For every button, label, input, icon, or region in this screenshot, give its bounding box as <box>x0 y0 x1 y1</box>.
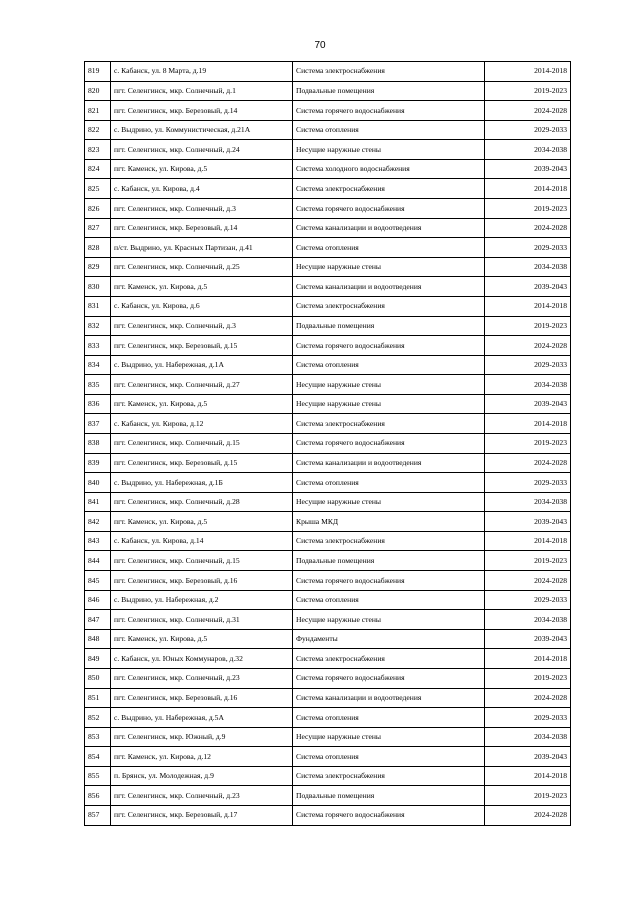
address-cell: пгт. Селенгинск, мкр. Березовый, д.16 <box>111 571 293 591</box>
table-row <box>85 786 571 806</box>
row-number-cell: 836 <box>85 394 111 414</box>
period-cell: 2014-2018 <box>485 531 571 551</box>
address-cell: пгт. Селенгинск, мкр. Солнечный, д.28 <box>111 492 293 512</box>
row-number-cell: 822 <box>85 120 111 140</box>
address-cell: пгт. Селенгинск, мкр. Березовый, д.14 <box>111 101 293 121</box>
table-row <box>85 414 571 434</box>
system-cell: Несущие наружные стены <box>293 375 485 395</box>
row-number-cell: 820 <box>85 81 111 101</box>
period-cell: 2034-2038 <box>485 375 571 395</box>
row-number-cell: 844 <box>85 551 111 571</box>
row-number-cell: 843 <box>85 531 111 551</box>
address-cell: с. Кабанск, ул. 8 Марта, д.19 <box>111 62 293 82</box>
row-number-cell: 819 <box>85 62 111 82</box>
address-cell: п/ст. Выдрино, ул. Красных Партизан, д.41 <box>111 238 293 258</box>
table-row <box>85 218 571 238</box>
table-row <box>85 355 571 375</box>
system-cell: Система отопления <box>293 355 485 375</box>
system-cell: Крыша МКД <box>293 512 485 532</box>
row-number-cell: 846 <box>85 590 111 610</box>
period-cell: 2029-2033 <box>485 238 571 258</box>
system-cell: Система горячего водоснабжения <box>293 668 485 688</box>
system-cell: Подвальные помещения <box>293 551 485 571</box>
period-cell: 2024-2028 <box>485 453 571 473</box>
address-cell: пгт. Селенгинск, мкр. Солнечный, д.23 <box>111 668 293 688</box>
row-number-cell: 845 <box>85 571 111 591</box>
address-cell: с. Выдрино, ул. Набережная, д.2 <box>111 590 293 610</box>
table-row <box>85 708 571 728</box>
address-cell: с. Кабанск, ул. Кирова, д.12 <box>111 414 293 434</box>
row-number-cell: 835 <box>85 375 111 395</box>
system-cell: Система электроснабжения <box>293 296 485 316</box>
period-cell: 2019-2023 <box>485 786 571 806</box>
system-cell: Несущие наружные стены <box>293 492 485 512</box>
table-row <box>85 120 571 140</box>
row-number-cell: 848 <box>85 629 111 649</box>
address-cell: с. Выдрино, ул. Набережная, д.1Б <box>111 473 293 493</box>
system-cell: Система отопления <box>293 747 485 767</box>
address-cell: пгт. Каменск, ул. Кирова, д.12 <box>111 747 293 767</box>
address-cell: пгт. Селенгинск, мкр. Березовый, д.16 <box>111 688 293 708</box>
address-cell: с. Кабанск, ул. Кирова, д.6 <box>111 296 293 316</box>
table-row <box>85 649 571 669</box>
address-cell: пгт. Селенгинск, мкр. Южный, д.9 <box>111 727 293 747</box>
row-number-cell: 854 <box>85 747 111 767</box>
system-cell: Система холодного водоснабжения <box>293 159 485 179</box>
row-number-cell: 825 <box>85 179 111 199</box>
period-cell: 2034-2038 <box>485 492 571 512</box>
row-number-cell: 831 <box>85 296 111 316</box>
address-cell: с. Кабанск, ул. Юных Коммунаров, д.32 <box>111 649 293 669</box>
system-cell: Система горячего водоснабжения <box>293 101 485 121</box>
address-cell: с. Выдрино, ул. Коммунистическая, д.21А <box>111 120 293 140</box>
address-cell: пгт. Селенгинск, мкр. Березовый, д.15 <box>111 453 293 473</box>
address-cell: пгт. Каменск, ул. Кирова, д.5 <box>111 394 293 414</box>
table-row <box>85 81 571 101</box>
system-cell: Подвальные помещения <box>293 81 485 101</box>
row-number-cell: 833 <box>85 336 111 356</box>
table-row <box>85 101 571 121</box>
table-row <box>85 238 571 258</box>
table-row <box>85 159 571 179</box>
row-number-cell: 856 <box>85 786 111 806</box>
period-cell: 2019-2023 <box>485 668 571 688</box>
address-cell: пгт. Селенгинск, мкр. Солнечный, д.24 <box>111 140 293 160</box>
address-cell: пгт. Каменск, ул. Кирова, д.5 <box>111 159 293 179</box>
system-cell: Система отопления <box>293 590 485 610</box>
period-cell: 2039-2043 <box>485 277 571 297</box>
system-cell: Система электроснабжения <box>293 649 485 669</box>
period-cell: 2029-2033 <box>485 590 571 610</box>
table-row <box>85 140 571 160</box>
address-cell: пгт. Каменск, ул. Кирова, д.5 <box>111 629 293 649</box>
table-row <box>85 473 571 493</box>
table-row <box>85 62 571 82</box>
period-cell: 2034-2038 <box>485 140 571 160</box>
system-cell: Система канализации и водоотведения <box>293 453 485 473</box>
table-row <box>85 316 571 336</box>
period-cell: 2024-2028 <box>485 101 571 121</box>
period-cell: 2014-2018 <box>485 296 571 316</box>
system-cell: Система горячего водоснабжения <box>293 433 485 453</box>
row-number-cell: 849 <box>85 649 111 669</box>
system-cell: Система отопления <box>293 238 485 258</box>
row-number-cell: 823 <box>85 140 111 160</box>
system-cell: Система электроснабжения <box>293 179 485 199</box>
row-number-cell: 853 <box>85 727 111 747</box>
table-row <box>85 257 571 277</box>
period-cell: 2029-2033 <box>485 708 571 728</box>
table-row <box>85 610 571 630</box>
system-cell: Система электроснабжения <box>293 531 485 551</box>
row-number-cell: 834 <box>85 355 111 375</box>
row-number-cell: 821 <box>85 101 111 121</box>
address-cell: пгт. Селенгинск, мкр. Березовый, д.17 <box>111 805 293 825</box>
period-cell: 2019-2023 <box>485 199 571 219</box>
row-number-cell: 852 <box>85 708 111 728</box>
table-row <box>85 336 571 356</box>
row-number-cell: 842 <box>85 512 111 532</box>
period-cell: 2024-2028 <box>485 805 571 825</box>
period-cell: 2034-2038 <box>485 610 571 630</box>
system-cell: Система электроснабжения <box>293 766 485 786</box>
row-number-cell: 857 <box>85 805 111 825</box>
period-cell: 2034-2038 <box>485 257 571 277</box>
system-cell: Система отопления <box>293 473 485 493</box>
system-cell: Система горячего водоснабжения <box>293 571 485 591</box>
period-cell: 2014-2018 <box>485 766 571 786</box>
system-cell: Несущие наружные стены <box>293 610 485 630</box>
row-number-cell: 838 <box>85 433 111 453</box>
address-cell: с. Выдрино, ул. Набережная, д.5А <box>111 708 293 728</box>
table-row <box>85 375 571 395</box>
period-cell: 2039-2043 <box>485 394 571 414</box>
address-cell: пгт. Селенгинск, мкр. Солнечный, д.15 <box>111 551 293 571</box>
table-row <box>85 512 571 532</box>
period-cell: 2014-2018 <box>485 179 571 199</box>
address-cell: пгт. Селенгинск, мкр. Солнечный, д.1 <box>111 81 293 101</box>
row-number-cell: 824 <box>85 159 111 179</box>
period-cell: 2019-2023 <box>485 316 571 336</box>
row-number-cell: 827 <box>85 218 111 238</box>
period-cell: 2024-2028 <box>485 336 571 356</box>
table-row <box>85 199 571 219</box>
system-cell: Система горячего водоснабжения <box>293 199 485 219</box>
table-row <box>85 590 571 610</box>
table-row <box>85 394 571 414</box>
table-row <box>85 179 571 199</box>
system-cell: Система канализации и водоотведения <box>293 688 485 708</box>
row-number-cell: 829 <box>85 257 111 277</box>
period-cell: 2014-2018 <box>485 414 571 434</box>
system-cell: Несущие наружные стены <box>293 727 485 747</box>
repair-schedule-table <box>84 61 571 826</box>
system-cell: Подвальные помещения <box>293 786 485 806</box>
period-cell: 2024-2028 <box>485 688 571 708</box>
table-row <box>85 453 571 473</box>
system-cell: Фундаменты <box>293 629 485 649</box>
table-row <box>85 277 571 297</box>
period-cell: 2039-2043 <box>485 747 571 767</box>
address-cell: пгт. Селенгинск, мкр. Березовый, д.15 <box>111 336 293 356</box>
table-row <box>85 433 571 453</box>
row-number-cell: 830 <box>85 277 111 297</box>
table-row <box>85 492 571 512</box>
period-cell: 2039-2043 <box>485 512 571 532</box>
table-row <box>85 668 571 688</box>
address-cell: пгт. Селенгинск, мкр. Солнечный, д.3 <box>111 316 293 336</box>
table-row <box>85 688 571 708</box>
address-cell: пгт. Селенгинск, мкр. Солнечный, д.27 <box>111 375 293 395</box>
table-row <box>85 747 571 767</box>
system-cell: Система канализации и водоотведения <box>293 218 485 238</box>
address-cell: пгт. Селенгинск, мкр. Солнечный, д.23 <box>111 786 293 806</box>
table-row <box>85 551 571 571</box>
table-row <box>85 571 571 591</box>
period-cell: 2029-2033 <box>485 120 571 140</box>
period-cell: 2019-2023 <box>485 81 571 101</box>
table-row <box>85 766 571 786</box>
row-number-cell: 855 <box>85 766 111 786</box>
address-cell: п. Брянск, ул. Молодежная, д.9 <box>111 766 293 786</box>
address-cell: пгт. Каменск, ул. Кирова, д.5 <box>111 512 293 532</box>
address-cell: с. Кабанск, ул. Кирова, д.4 <box>111 179 293 199</box>
row-number-cell: 851 <box>85 688 111 708</box>
period-cell: 2024-2028 <box>485 571 571 591</box>
row-number-cell: 850 <box>85 668 111 688</box>
period-cell: 2039-2043 <box>485 629 571 649</box>
period-cell: 2034-2038 <box>485 727 571 747</box>
period-cell: 2014-2018 <box>485 62 571 82</box>
address-cell: пгт. Селенгинск, мкр. Солнечный, д.3 <box>111 199 293 219</box>
row-number-cell: 847 <box>85 610 111 630</box>
period-cell: 2019-2023 <box>485 551 571 571</box>
row-number-cell: 839 <box>85 453 111 473</box>
row-number-cell: 828 <box>85 238 111 258</box>
table-row <box>85 629 571 649</box>
system-cell: Система электроснабжения <box>293 62 485 82</box>
address-cell: с. Кабанск, ул. Кирова, д.14 <box>111 531 293 551</box>
row-number-cell: 841 <box>85 492 111 512</box>
row-number-cell: 832 <box>85 316 111 336</box>
table-row <box>85 727 571 747</box>
address-cell: с. Выдрино, ул. Набережная, д.1А <box>111 355 293 375</box>
table-body <box>85 62 571 826</box>
system-cell: Подвальные помещения <box>293 316 485 336</box>
address-cell: пгт. Селенгинск, мкр. Солнечный, д.15 <box>111 433 293 453</box>
system-cell: Система канализации и водоотведения <box>293 277 485 297</box>
system-cell: Система отопления <box>293 708 485 728</box>
system-cell: Несущие наружные стены <box>293 257 485 277</box>
page-number: 70 <box>314 40 326 51</box>
system-cell: Несущие наружные стены <box>293 140 485 160</box>
period-cell: 2024-2028 <box>485 218 571 238</box>
table-row <box>85 805 571 825</box>
row-number-cell: 840 <box>85 473 111 493</box>
table-row <box>85 296 571 316</box>
table-row <box>85 531 571 551</box>
system-cell: Система электроснабжения <box>293 414 485 434</box>
period-cell: 2029-2033 <box>485 355 571 375</box>
address-cell: пгт. Каменск, ул. Кирова, д.5 <box>111 277 293 297</box>
period-cell: 2039-2043 <box>485 159 571 179</box>
system-cell: Система горячего водоснабжения <box>293 805 485 825</box>
address-cell: пгт. Селенгинск, мкр. Солнечный, д.31 <box>111 610 293 630</box>
row-number-cell: 826 <box>85 199 111 219</box>
period-cell: 2019-2023 <box>485 433 571 453</box>
address-cell: пгт. Селенгинск, мкр. Березовый, д.14 <box>111 218 293 238</box>
period-cell: 2014-2018 <box>485 649 571 669</box>
system-cell: Система отопления <box>293 120 485 140</box>
row-number-cell: 837 <box>85 414 111 434</box>
address-cell: пгт. Селенгинск, мкр. Солнечный, д.25 <box>111 257 293 277</box>
system-cell: Несущие наружные стены <box>293 394 485 414</box>
period-cell: 2029-2033 <box>485 473 571 493</box>
system-cell: Система горячего водоснабжения <box>293 336 485 356</box>
